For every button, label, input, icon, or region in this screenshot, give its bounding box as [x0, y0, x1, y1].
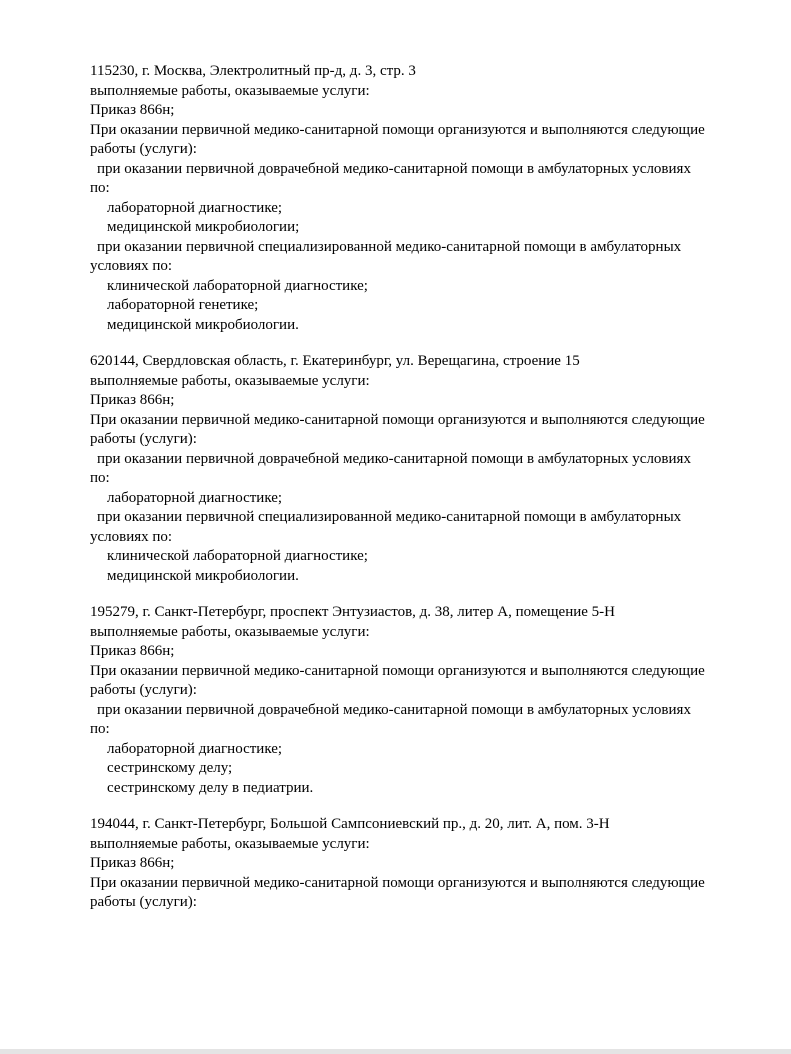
- text-line: сестринскому делу;: [107, 760, 233, 776]
- text-line: медицинской микробиологии.: [107, 567, 299, 584]
- text-line: по:: [90, 180, 110, 196]
- text-line: условиях по:: [90, 528, 173, 545]
- text-line: При оказании первичной медико-санитарной помощи организуются и выполняются следующие: [90, 662, 705, 679]
- text-line: по:: [90, 721, 110, 737]
- text-line: при оказании первичной специализированной медико-санитарной помощи в амбулаторных: [97, 509, 682, 525]
- text-line: Приказ 866н;: [90, 643, 175, 659]
- text-line: лабораторной диагностике;: [107, 740, 283, 757]
- horizontal-scrollbar-track[interactable]: [0, 1049, 791, 1054]
- text-line: выполняемые работы, оказываемые услуги:: [90, 835, 370, 852]
- text-line: работы (услуги):: [90, 894, 197, 910]
- text-line: При оказании первичной медико-санитарной помощи организуются и выполняются следующие: [90, 121, 705, 138]
- text-line: медицинской микробиологии;: [107, 219, 300, 235]
- text-line: выполняемые работы, оказываемые услуги:: [90, 372, 370, 389]
- text-line: работы (услуги):: [90, 682, 197, 698]
- text-line: при оказании первичной доврачебной медико-санитарной помощи в амбулаторных условиях: [97, 450, 691, 467]
- text-line: лабораторной диагностике;: [107, 489, 283, 506]
- text-line: медицинской микробиологии.: [107, 316, 299, 333]
- address-line: 194044, г. Санкт-Петербург, Большой Сампсониевский пр., д. 20, лит. А, пом. 3-Н: [90, 816, 610, 832]
- text-line: условиях по:: [90, 258, 173, 274]
- text-line: Приказ 866н;: [90, 855, 175, 871]
- address-section: [90, 62, 755, 335]
- address-line: 195279, г. Санкт-Петербург, проспект Энтузиастов, д. 38, литер А, помещение 5-Н: [90, 604, 615, 620]
- text-line: лабораторной диагностике;: [107, 199, 283, 216]
- text-line: работы (услуги):: [90, 431, 197, 447]
- text-line: при оказании первичной специализированной медико-санитарной помощи в амбулаторных: [97, 238, 682, 255]
- address-section: [90, 815, 755, 913]
- text-line: работы (услуги):: [90, 141, 197, 157]
- text-line: лабораторной генетике;: [107, 297, 259, 313]
- text-line: Приказ 866н;: [90, 392, 175, 408]
- text-line: по:: [90, 470, 110, 486]
- text-line: выполняемые работы, оказываемые услуги:: [90, 82, 370, 99]
- text-line: Приказ 866н;: [90, 102, 175, 118]
- address-line: 620144, Свердловская область, г. Екатеринбург, ул. Верещагина, строение 15: [90, 353, 580, 369]
- text-line: выполняемые работы, оказываемые услуги:: [90, 623, 370, 640]
- text-line: при оказании первичной доврачебной медико-санитарной помощи в амбулаторных условиях: [97, 160, 691, 177]
- text-line: клинической лабораторной диагностике;: [107, 548, 368, 564]
- text-line: При оказании первичной медико-санитарной помощи организуются и выполняются следующие: [90, 874, 705, 891]
- text-line: клинической лабораторной диагностике;: [107, 277, 368, 294]
- address-section: [90, 352, 755, 586]
- text-line: сестринскому делу в педиатрии.: [107, 779, 314, 796]
- text-line: при оказании первичной доврачебной медико-санитарной помощи в амбулаторных условиях: [97, 701, 691, 718]
- address-section: [90, 603, 755, 798]
- address-line: 115230, г. Москва, Электролитный пр-д, д. 3, стр. 3: [90, 63, 416, 79]
- text-line: При оказании первичной медико-санитарной помощи организуются и выполняются следующие: [90, 411, 705, 428]
